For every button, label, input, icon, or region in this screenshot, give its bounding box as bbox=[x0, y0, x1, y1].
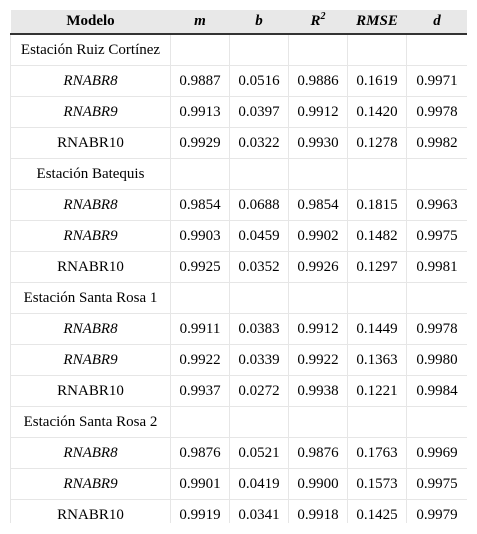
empty-cell bbox=[348, 283, 407, 314]
cell-r2: 0.9912 bbox=[289, 314, 348, 345]
station-name: Estación Santa Rosa 2 bbox=[11, 407, 171, 438]
cell-m: 0.9929 bbox=[171, 128, 230, 159]
cell-r2: 0.9854 bbox=[289, 190, 348, 221]
cell-rmse: 0.1278 bbox=[348, 128, 407, 159]
table-row bbox=[11, 314, 468, 345]
empty-cell bbox=[348, 34, 407, 66]
header-d: d bbox=[407, 10, 468, 34]
model-name: RNABR8 bbox=[11, 190, 171, 221]
header-rmse: RMSE bbox=[348, 10, 407, 34]
table-row bbox=[11, 252, 468, 283]
cell-b: 0.0339 bbox=[230, 345, 289, 376]
empty-cell bbox=[171, 159, 230, 190]
cell-d: 0.9982 bbox=[407, 128, 468, 159]
cell-b: 0.0383 bbox=[230, 314, 289, 345]
table-row bbox=[11, 190, 468, 221]
cell-d: 0.9980 bbox=[407, 345, 468, 376]
cell-b: 0.0322 bbox=[230, 128, 289, 159]
cell-rmse: 0.1221 bbox=[348, 376, 407, 407]
cell-r2: 0.9876 bbox=[289, 438, 348, 469]
model-name: RNABR8 bbox=[11, 438, 171, 469]
cell-m: 0.9922 bbox=[171, 345, 230, 376]
cell-m: 0.9937 bbox=[171, 376, 230, 407]
cell-rmse: 0.1297 bbox=[348, 252, 407, 283]
model-name: RNABR8 bbox=[11, 66, 171, 97]
cell-rmse: 0.1763 bbox=[348, 438, 407, 469]
empty-cell bbox=[407, 34, 468, 66]
cell-r2: 0.9902 bbox=[289, 221, 348, 252]
empty-cell bbox=[289, 159, 348, 190]
station-row bbox=[11, 283, 468, 314]
cell-d: 0.9979 bbox=[407, 500, 468, 524]
cell-m: 0.9901 bbox=[171, 469, 230, 500]
cell-rmse: 0.1420 bbox=[348, 97, 407, 128]
table-row bbox=[11, 128, 468, 159]
empty-cell bbox=[230, 34, 289, 66]
table-row bbox=[11, 438, 468, 469]
cell-m: 0.9919 bbox=[171, 500, 230, 524]
table-body bbox=[11, 34, 468, 523]
cell-r2: 0.9900 bbox=[289, 469, 348, 500]
cell-d: 0.9975 bbox=[407, 221, 468, 252]
cell-b: 0.0272 bbox=[230, 376, 289, 407]
cell-d: 0.9971 bbox=[407, 66, 468, 97]
station-row bbox=[11, 34, 468, 66]
cell-d: 0.9975 bbox=[407, 469, 468, 500]
header-r2 bbox=[289, 10, 348, 34]
table-row bbox=[11, 500, 468, 524]
cell-d: 0.9963 bbox=[407, 190, 468, 221]
empty-cell bbox=[289, 34, 348, 66]
cell-d: 0.9984 bbox=[407, 376, 468, 407]
empty-cell bbox=[171, 283, 230, 314]
empty-cell bbox=[230, 283, 289, 314]
empty-cell bbox=[230, 407, 289, 438]
cell-rmse: 0.1482 bbox=[348, 221, 407, 252]
cell-r2: 0.9926 bbox=[289, 252, 348, 283]
empty-cell bbox=[348, 159, 407, 190]
cell-b: 0.0352 bbox=[230, 252, 289, 283]
model-name: RNABR10 bbox=[11, 500, 171, 524]
table-row bbox=[11, 376, 468, 407]
cell-b: 0.0397 bbox=[230, 97, 289, 128]
cell-b: 0.0521 bbox=[230, 438, 289, 469]
station-name: Estación Ruiz Cortínez bbox=[11, 34, 171, 66]
station-name: Estación Santa Rosa 1 bbox=[11, 283, 171, 314]
table-row bbox=[11, 469, 468, 500]
station-row bbox=[11, 407, 468, 438]
cell-d: 0.9969 bbox=[407, 438, 468, 469]
table-row bbox=[11, 66, 468, 97]
cell-d: 0.9978 bbox=[407, 97, 468, 128]
cell-b: 0.0516 bbox=[230, 66, 289, 97]
empty-cell bbox=[171, 34, 230, 66]
model-name: RNABR9 bbox=[11, 345, 171, 376]
cell-rmse: 0.1363 bbox=[348, 345, 407, 376]
table-row bbox=[11, 97, 468, 128]
header-row bbox=[11, 10, 468, 34]
header-b: b bbox=[230, 10, 289, 34]
cell-m: 0.9913 bbox=[171, 97, 230, 128]
cell-rmse: 0.1573 bbox=[348, 469, 407, 500]
cell-d: 0.9981 bbox=[407, 252, 468, 283]
cell-m: 0.9903 bbox=[171, 221, 230, 252]
empty-cell bbox=[407, 283, 468, 314]
cell-rmse: 0.1619 bbox=[348, 66, 407, 97]
station-name: Estación Batequis bbox=[11, 159, 171, 190]
cell-r2: 0.9938 bbox=[289, 376, 348, 407]
cell-d: 0.9978 bbox=[407, 314, 468, 345]
cell-rmse: 0.1815 bbox=[348, 190, 407, 221]
cell-b: 0.0341 bbox=[230, 500, 289, 524]
model-name: RNABR8 bbox=[11, 314, 171, 345]
cell-m: 0.9911 bbox=[171, 314, 230, 345]
model-statistics-table bbox=[10, 10, 467, 523]
header-r2-base: R bbox=[310, 13, 321, 29]
station-row bbox=[11, 159, 468, 190]
cell-b: 0.0459 bbox=[230, 221, 289, 252]
model-name: RNABR10 bbox=[11, 252, 171, 283]
cell-r2: 0.9886 bbox=[289, 66, 348, 97]
cell-m: 0.9925 bbox=[171, 252, 230, 283]
empty-cell bbox=[171, 407, 230, 438]
cell-r2: 0.9922 bbox=[289, 345, 348, 376]
table-header bbox=[11, 10, 468, 34]
empty-cell bbox=[407, 407, 468, 438]
empty-cell bbox=[348, 407, 407, 438]
model-name: RNABR10 bbox=[11, 376, 171, 407]
model-name: RNABR9 bbox=[11, 97, 171, 128]
table-container bbox=[10, 10, 467, 523]
empty-cell bbox=[289, 407, 348, 438]
cell-b: 0.0688 bbox=[230, 190, 289, 221]
table-row bbox=[11, 221, 468, 252]
model-name: RNABR9 bbox=[11, 469, 171, 500]
cell-m: 0.9854 bbox=[171, 190, 230, 221]
empty-cell bbox=[230, 159, 289, 190]
cell-m: 0.9876 bbox=[171, 438, 230, 469]
header-modelo: Modelo bbox=[11, 10, 171, 34]
cell-r2: 0.9918 bbox=[289, 500, 348, 524]
cell-rmse: 0.1425 bbox=[348, 500, 407, 524]
empty-cell bbox=[407, 159, 468, 190]
cell-r2: 0.9930 bbox=[289, 128, 348, 159]
empty-cell bbox=[289, 283, 348, 314]
cell-r2: 0.9912 bbox=[289, 97, 348, 128]
model-name: RNABR9 bbox=[11, 221, 171, 252]
cell-rmse: 0.1449 bbox=[348, 314, 407, 345]
header-m: m bbox=[171, 10, 230, 34]
model-name: RNABR10 bbox=[11, 128, 171, 159]
cell-b: 0.0419 bbox=[230, 469, 289, 500]
table-row bbox=[11, 345, 468, 376]
header-r2-sup: 2 bbox=[320, 11, 326, 22]
cell-m: 0.9887 bbox=[171, 66, 230, 97]
